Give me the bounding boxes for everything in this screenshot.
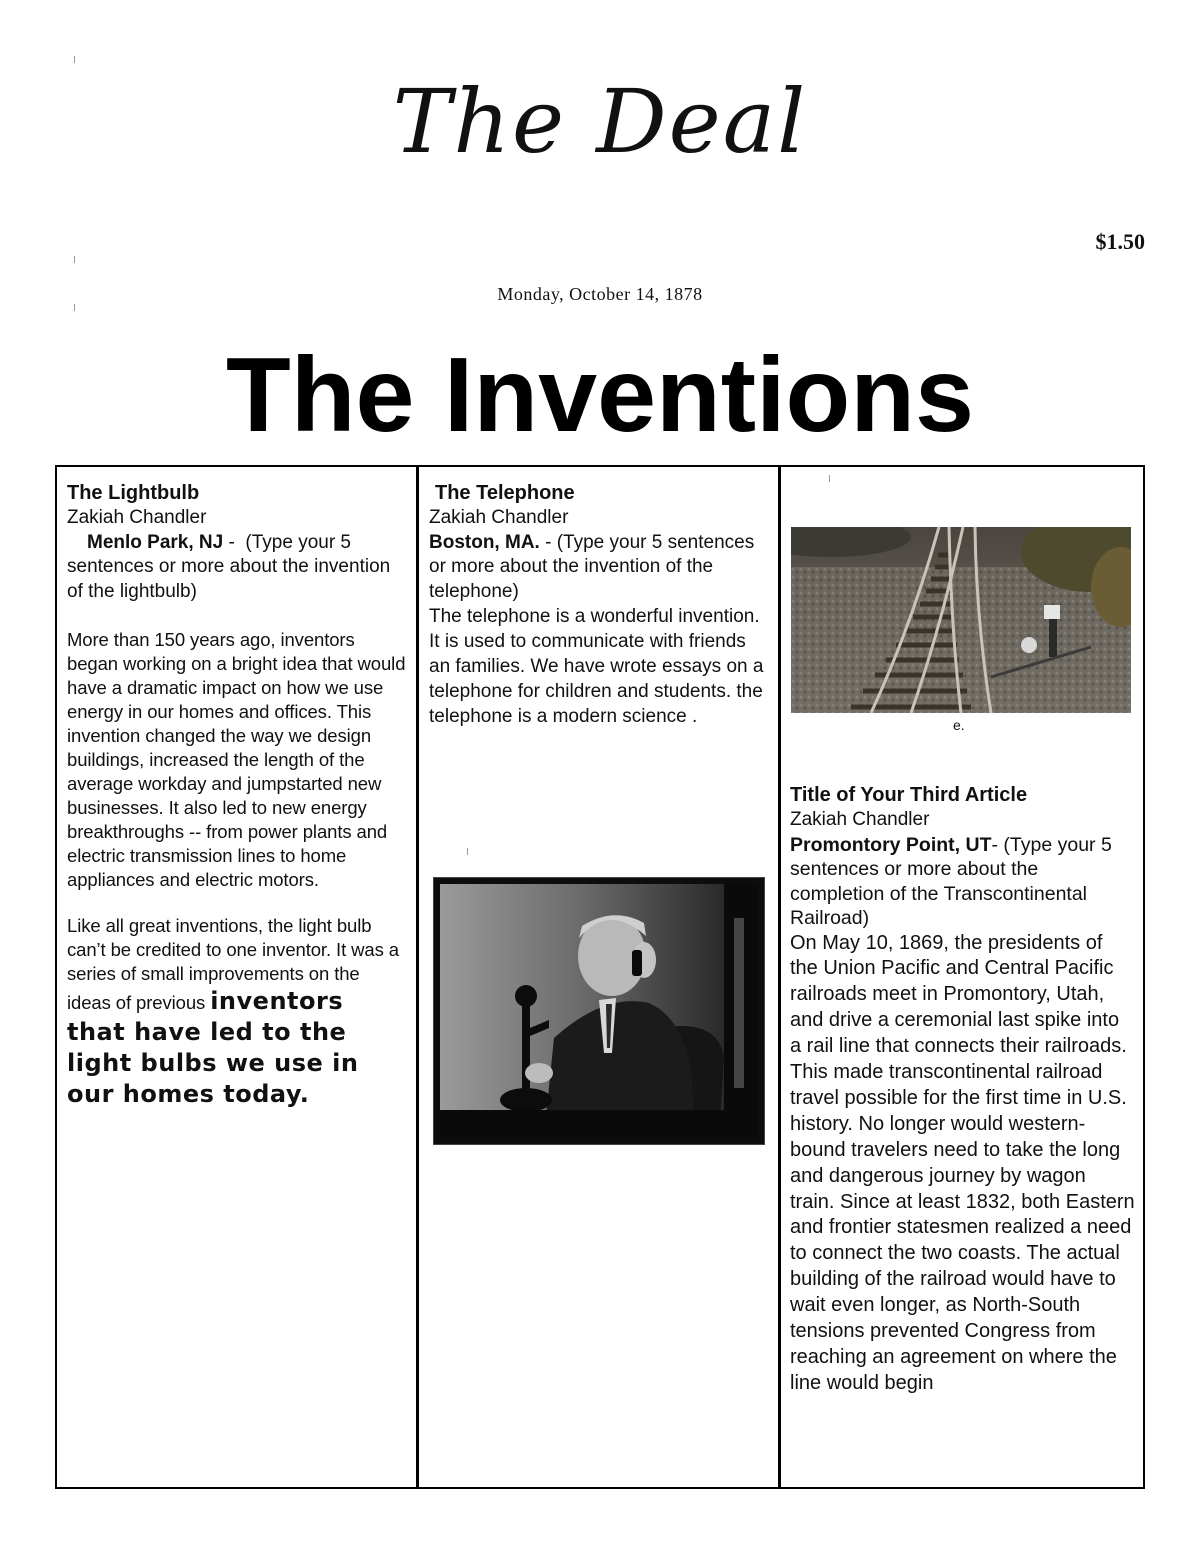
article-body[interactable]: On May 10, 1869, the presidents of the Union Pacific and Central Pacific railroads meet in Promontory, Utah, and drive a ceremonial last spike into a rail line that connects their railroads. This made transcontinental railroad travel possible for the first time in U.S. history. No longer would western-bound travelers need to take the long and dangerous journey by wagon train. Since at least 1832, both Eastern and frontier statesmen realized a need to connect the two coasts. The actual building of the railroad would have to wait even longer, as North-South tensions prevented Congress from reaching an agreement on where the line would begin <box>790 931 1135 1394</box>
dateline-separator: - <box>223 531 246 553</box>
page-headline: The Inventions <box>226 336 974 454</box>
masthead-title: The Deal <box>392 70 808 173</box>
article-telephone <box>419 467 781 1487</box>
railroad-photo-illustration <box>791 527 1131 713</box>
dateline-separator: - <box>539 531 557 553</box>
railroad-article-text <box>790 783 1135 1397</box>
photo-caption: e. <box>953 717 965 733</box>
margin-mark <box>467 848 468 855</box>
article-author[interactable]: Zakiah Chandler <box>790 809 930 830</box>
article-railroad <box>781 467 1143 1487</box>
article-body[interactable]: The telephone is a wonderful invention. It is used to communicate with friends an families. We have wrote essays on a telephone for children and students. the telephone is a modern science . <box>429 606 764 727</box>
article-author[interactable]: Zakiah Chandler <box>429 507 569 528</box>
article-lightbulb <box>57 467 419 1487</box>
issue-date: Monday, October 14, 1878 <box>497 284 703 304</box>
article-paragraph[interactable]: More than 150 years ago, inventors began working on a bright idea that would have a dramatic impact on how we use energy in our homes and offices. This invention changed the way we design buildings, increased the length of the average workday and jumpstarted new businesses. It also led to new energy breakthroughs -- from power plants and electric transmission lines to home appliances and electric motors. <box>67 629 406 890</box>
railroad-photo <box>791 527 1131 713</box>
article-prompt: (Type your 5 sentences or more about the invention of the lightbulb) <box>67 531 391 602</box>
article-dateline-line[interactable] <box>429 531 770 605</box>
article-prompt: (Type your 5 sentences or more about the completion of the Transcontinental Railroad) <box>790 833 1112 929</box>
price-label: $1.50 <box>1095 229 1145 254</box>
article-dateline-line[interactable] <box>790 833 1135 931</box>
article-dateline: Boston, MA. <box>429 531 540 553</box>
article-prompt: (Type your 5 sentences or more about the invention of the telephone) <box>429 531 755 602</box>
telephone-photo-illustration <box>434 878 764 1144</box>
margin-mark <box>829 475 830 482</box>
article-author[interactable]: Zakiah Chandler <box>67 507 207 528</box>
article-paragraph[interactable] <box>67 914 408 1110</box>
margin-mark <box>74 256 75 263</box>
article-dateline: Menlo Park, NJ <box>87 531 224 553</box>
article-title[interactable]: Title of Your Third Article <box>790 784 1028 806</box>
margin-mark <box>74 56 75 63</box>
article-title[interactable]: The Telephone <box>435 482 575 504</box>
article-grid <box>55 465 1145 1489</box>
article-dateline: Promontory Point, UT <box>790 833 992 856</box>
paragraph-text: Like all great inventions, the light bulb can’t be credited to one inventor. It was a series of small improvements on the ideas of previous <box>67 915 399 1013</box>
article-title[interactable]: The Lightbulb <box>67 482 200 504</box>
article-dateline-line[interactable] <box>67 531 408 605</box>
telephone-photo <box>433 877 765 1145</box>
margin-mark <box>74 304 75 311</box>
dateline-separator: - <box>991 833 1004 856</box>
paragraph-emphasis: inventors that have led to the light bulbs we use in our homes today. <box>67 987 359 1108</box>
